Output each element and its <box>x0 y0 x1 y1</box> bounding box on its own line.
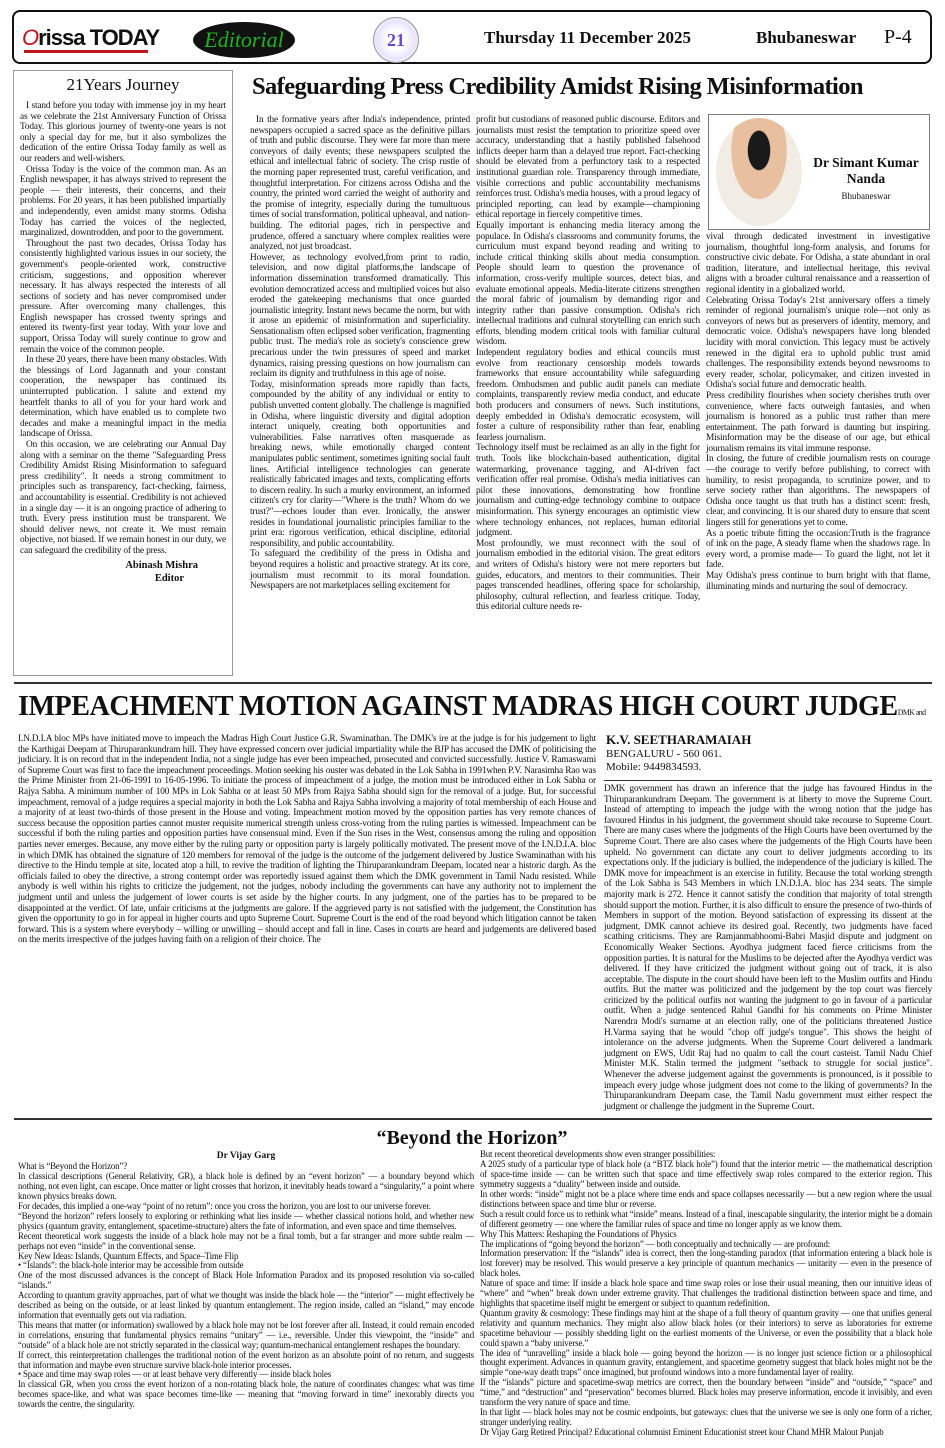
horizon-section <box>13 1126 932 1437</box>
paragraph: In that light — black holes may not be cosmic endpoints, but gateways: clues that the universe we see is only one form of a richer, stranger underlying reality. <box>480 1406 932 1427</box>
paragraph: Why This Matters: Reshaping the Foundations of Physics <box>480 1228 677 1239</box>
editorial-columns <box>250 115 932 613</box>
paragraph: Quantum gravity & cosmology: These findings may hint at the shape of a full theory of quantum gravity — one that unifies general relativity and quantum mechanics. They might also allow black holes (or their interiors) to serve as laboratories for extreme spacetime behaviour — possibly shedding light on the earliest moments of the Universe, or even the possibility that a black hole could spawn a “baby universe.” <box>480 1307 932 1348</box>
horizon-columns <box>18 1150 932 1437</box>
paragraph: But recent theoretical developments show even stranger possibilities: <box>480 1149 716 1160</box>
section-divider <box>14 1118 932 1120</box>
paragraph: Orissa Today is the voice of the common man. As an English newspaper, it has always strived to represent the people — their interests, their concerns, and their problems. For 20 years, it has been published impartially and independently, even amidst many storms. Odisha Today has carried the voices of the neglected, marginalized, downtrodden, and poor to the government. <box>20 164 226 239</box>
paragraph: In other words: “inside” might not be a place where time ends and space collapses necessarily — but a new region where the usual distinctions between space and time blur or reverse. <box>480 1189 932 1209</box>
page-number: P-4 <box>884 26 912 48</box>
impeachment-body-right: DMK government has drawn an inference that the judge has favoured Hindus in the Thiruparankundram Deepam. The government is at liberty to move the Supreme Court. Instead of attempting to impeach the judge with the wrong notion that the judge has favoured Hindus in his judgment, the government should take recourse to Supreme Court. There are many cases where the judgments of the High Courts have been overturned by the Supreme Court. There are also cases where the judgements of the High Courts have been upheld. No government can dictate any court to deliver judgments according to its expectations only. If the judiciary is bullied, the independence of the judiciary is killed. The DMK move for impeachment is an exercise in futility. Because the total working strength of the Lok Sabha is 543 Members in which I.N.D.I.A. bloc has 234 seats. The simple majority mark is 272. Hence it cannot satisfy the condition that majority of total strength should support the motion. Further, it is also difficult to ensure the presence of two-thirds of Members in support of the motion. Beyond satisfaction of expressing its dissent at the judgment, DMK cannot achieve its desired goal. Recently, two judgments have faced scathing criticisms. They are Ramjanmabhoomi-Babri Masjid dispute and judgment on Economically Weaker Sections. Ayodhya judgment faced fierce criticisms from the opposition parties. It is natural for the Muslims to be dejected after the Ayodhya verdict was delivered. If they have criticized the judgment without going out of track, it is also acceptable. The dispute in the court should have been left to the Muslim outfits and Hindu outfits. But the matter was politicized and the judgement by the top court was fiercely criticized by the political outfits not wanting the judgment to go in favour of a particular outfit. When a judge sentenced Rahul Gandhi for his comments on Prime Minister Narendra Modi's surname at an election rally, one of the politicians threatened Justice H.Varma saying that he would "chop off judge's tongue". This shows the height of intolerance on the adverse judgments. When the Supreme Court delivered a landmark judgment on EWS, Udit Raj had no qualm to call the court casteist. Tamil Nadu Chief Minister M.K. Stalin termed the judgment "setback to struggle for social justice". Whenever the adverse judgement against the governments is pronounced, is it possible to impeach every judge whose judgment does not come to the liking of governments? In the Thiruparankundram Deepam case, the Tamil Nadu government must either respect the judgment or challenge the judgment in the Supreme Court. <box>604 784 932 1112</box>
logo-text: rissa TODAY <box>38 25 160 50</box>
impeachment-headline <box>18 690 926 729</box>
letter-author-contact <box>604 748 932 774</box>
impeachment-section <box>13 690 932 1112</box>
author-photo <box>716 118 802 226</box>
paragraph: Such a result could force us to rethink what “inside” means. Instead of a final, inescapable singularity, the interior might be a domain of different geometry — one where the familiar rules of space and time no longer apply as we know them. <box>480 1208 932 1229</box>
paragraph: In classical descriptions (General Relativity, GR), a black hole is defined by an “event horizon” — a boundary beyond which nothing, not even light, can escape. Once matter or light crosses that horizon, it inevitably heads toward a “singularity,” a point where known physics breaks down. <box>18 1171 474 1202</box>
paragraph: Technology itself must be reclaimed as an ally in the fight for truth. Tools like blockchain-based authentication, digital watermarking, provenance tagging, and AI-driven fact verification offer real promise. Odisha's media initiatives can pilot these innovations, demonstrating how frontline journalism and cutting-edge technology combine to outpace misinformation. This synergy encourages an optimistic view where technology enhances, not replaces, human editorial judgment. <box>476 443 700 539</box>
paragraph: The implications of “going beyond the horizon” — both conceptually and technically — are profound: <box>480 1238 831 1249</box>
editor-name: Abinash Mishra <box>125 559 198 571</box>
paragraph: Nature of space and time: If inside a black hole space and time swap roles or lose their usual meaning, then our intuitive ideas of “where” and “when” break down under extreme gravity. That challenges the traditional distinction between space and time, and highlights that spacetime itself might be emergent or subject to quantum redefinition. <box>480 1278 932 1308</box>
paragraph: Celebrating Orissa Today's 21st anniversary offers a timely reminder of regional journalism's unique role—not only as conveyors of news but as preservers of identity, memory, and democratic voice. Odisha's newspapers have long blended lucidity with moral conviction. This legacy must be actively renewed in the digital era to uphold public trust amid challenges. The responsibility extends beyond newsrooms to every reader, scholar, policymaker, and citizen invested in Odisha's social future and democratic health. <box>706 295 930 391</box>
paragraph: Today, misinformation spreads more rapidly than facts, compounded by the ability of any individual or entity to publish unvetted content globally. The challenge is magnified in Odisha, where linguistic diversity and digital adoption interact uniquely, creating both opportunities and vulnerabilities. False narratives often masquerade as breaking news, while emotionally charged content manipulates public sentiment, sometimes igniting social fault lines. Artificial intelligence technologies can generate realistically fabricated images and texts, complicating efforts to discern reality. In such a murky environment, an informed citizen's cry for clarity—"Where is the truth? Whom do we trust?"—echoes louder than ever. Ironically, the answer resides in foundational journalistic principles familiar to the print era: rigorous verification, ethical discipline, editorial responsibility, and public accountability. <box>250 379 470 549</box>
newspaper-logo: Orissa TODAY <box>22 25 160 50</box>
paragraph: To safeguard the credibility of the press in Odisha and beyond requires a holistic and proactive strategy. At its core, journalism must recommit to its moral foundation. Newspapers are not marketplaces selling excitement for <box>250 549 470 592</box>
paragraph: • “Islands”: the black-hole interior may be accessible from outside <box>18 1260 244 1271</box>
logo-underline <box>24 50 148 53</box>
author-name: Dr Simant Kumar Nanda <box>813 155 919 186</box>
paragraph: I stand before you today with immense joy in my heart as we celebrate the 21st Anniversary Function of Orissa Today. This glorious journey of twenty-one years is not only a special day for me, but it also symbolizes the dedication of the entire Orissa Today family as well as our readers and well-wishers. <box>20 101 226 164</box>
paragraph: What is “Beyond the Horizon”? <box>18 1161 128 1172</box>
section-divider <box>14 682 932 684</box>
paragraph: One of the most discussed advances is the concept of Black Hole Information Paradox and its proposed resolution via so-called “islands.” <box>18 1270 474 1291</box>
paragraph: In these 20 years, there have been many obstacles. With the blessings of Lord Jagannath and your constant cooperation, the newspaper has continued its uninterrupted publication. I salute and extend my heartfelt thanks to all of you for your hard work and determination, which have enabled us to complete two decades and make a meaningful impact in the media landscape of Orissa. <box>20 355 226 440</box>
impeachment-columns <box>18 732 932 1112</box>
journey-column <box>13 70 233 676</box>
section-badge: Editorial <box>193 22 295 58</box>
editorial-column-3 <box>706 232 930 592</box>
author-box <box>708 114 930 230</box>
author-city: Bhubaneswar <box>841 191 891 201</box>
paragraph: On this occasion, we are celebrating our Annual Day along with a seminar on the theme "Safeguarding Press Credibility Amidst Rising Misinformation to safeguard press credibility". It needs a strong commitment to principles such as transparency, fact-checking, fairness, and accountability is essential. Credibility is not achieved in a single day — it is an ongoing practice of adhering to truth. Every press institution must be transparent. We should deliver news, not create it. We must remain objective, not biased. If we remain honest in our duty, we can safeguard the credibility of the press. <box>20 440 226 556</box>
paragraph: Press credibility flourishes when society cherishes truth over convenience, where facts outweigh fantasies, and when journalism is honored as a public trust rather than mere entertainment. The path forward is daunting but inspiring. Misinformation may be the disease of our age, but ethical journalism remains its vital immune response. <box>706 390 930 454</box>
paragraph: profit but custodians of reasoned public discourse. Editors and journalists must resist the temptation to prioritize speed over accuracy, understanding that a hastily published falsehood inflicts deeper harm than a delayed true report. Fact-checking should be elevated from a perfunctory task to a respected institutional guardian role. Transparency through immediate, visible corrections and public accountability mechanisms reinforces trust. Odisha's media houses, with a proud legacy of principled reporting, can lead by example—championing ethical reportage in fiercely competitive times. <box>476 115 700 221</box>
paragraph: As a poetic tribute fitting the occasion:Truth is the fragrance of ink on the page, A steady flame when the shadows rage. In every word, a promise made— To guard the light, not let it fade. <box>706 528 930 571</box>
headline-suffix: DMK and <box>897 708 926 717</box>
headline-text: IMPEACHMENT MOTION AGAINST MADRAS HIGH COURT JUDGE <box>18 690 898 722</box>
author-mobile: Mobile: 9449834593. <box>606 761 702 773</box>
horizon-title: “Beyond the Horizon” <box>376 1127 568 1150</box>
edition-city: Bhubaneswar <box>756 28 857 47</box>
paragraph: “Beyond the horizon” refers loosely to exploring or rethinking what lies inside — whether classical notions hold, and whether new physics (quantum gravity, entanglement, spacetime-structure) alters the fate of information, and even space and time themselves. <box>18 1210 474 1231</box>
horizon-column-right <box>480 1150 932 1437</box>
impeachment-body-left: I.N.D.I.A bloc MPs have initiated move to impeach the Madras High Court Justice G.R. Swaminathan. The DMK's ire at the judge is for his judgement to light the Karthigai Deepam at Thiruparankundram hill. They have expressed concern over judicial impartiality while the BJP has accused the DMK of politicising the judiciary. It is on record that in the independent India, not a single judge has ever been impeached, prosecuted and convicted successfully. Justice V. Ramaswami of Supreme Court was first to face the impeachment proceedings. Motion seeking his ouster was debated in the Lok Sabha in 1991when P.V. Narasimha Rao was the Prime Minister from 21-06-1991 to 16-05-1996. To initiate the process of impeachment of a judge, the motion must be introduced either in Lok Sabha or Rajya Sabha. A minimum number of 100 MPs in Lok Sabha or at least 50 MPs from Rajya Sabha should sign for the removal of a judge. But, for successful impeachment, removal of a judge requires a special majority in both the Lok Sabha and Rajya Sabha involving a majority of total membership of each House and a majority of at least two-thirds of those present in the House and voting. Impeachment motion moved by the opposition parties has very remote chances of success because the opposition parties cannot muster requisite numerical strength unless cross-voting from the ruling parties is witnessed. Impeachment can be successful if both the ruling parties and opposition parties have consensual mind. Even if the Sun rises in the West, consensus among the ruling and opposition parties never emerges. Because, any move either by the ruling party or opposition party is largely politically motivated. The present move of the I.N.D.I.A. bloc in which DMK has obtained the signature of 120 members for removal of the judge is the outcome of the judgement delivered by Justice Swaminathan with his directive to the Hindu temple at site, located atop a hill, to revive the tradition of lighting the Thiruparankundram Deepam, located near a historic dargh. As the officials failed to obey the directive, a strong contempt order was reportedly issued against them which the DMK government in Tamil Nadu resisted. While anybody is well within his rights to criticize the judgement, not the judges, nobody including the governments can have any authority not to implement the judgment until and unless the judgement of lower courts is set aside by the higher courts. In any judgment, one of the parties has to be prepared to be disappointed at the verdict. Of late, unfair criticisms at the judgments are galore. If the aggrieved party is not satisfied with the judgement, the Constitution has given the opportunity to go in for appeal in higher courts and upto Supreme Court. Supreme Court is the end of the road beyond which litigation cannot be taken forward. This is a system where everybody – willing or unwilling – should accept and fall in line. Cases in courts are heard and judgements are delivered based on the merits irrespective of the judges having faith on a religion of their choice. The <box>18 734 596 946</box>
divider <box>604 780 932 781</box>
journey-title: 21Years Journey <box>66 75 180 94</box>
paragraph: Throughout the past two decades, Orissa Today has consistently highlighted various issues in our society, the government's people-oriented work, constructive criticism, suggestions, and opposition wherever necessary. It has always respected the interests of all sections of society and has never compromised under pressure. After overcoming many challenges, this English newspaper has crossed twenty springs and entered its twenty-first year today. With your love and support, Orissa Today will surely continue to grow and remain the voice of the common people. <box>20 238 226 355</box>
editorial-area <box>250 70 932 676</box>
editor-signature <box>20 559 226 585</box>
paragraph: Information preservation: If the “islands” idea is correct, then the long-standing paradox (that information entering a black hole is lost forever) may be resolved. This would preserve a key principle of quantum mechanics — unitarity — even in the presence of black holes. <box>480 1248 932 1279</box>
editorial-section <box>13 70 932 676</box>
editorial-column-1 <box>250 115 470 592</box>
paragraph: Independent regulatory bodies and ethical councils must evolve from reactionary censorship models towards frameworks that ensure accountability while safeguarding freedom. Ombudsmen and public audit panels can mediate complaints, transparently review media conduct, and educate both producers and consumers of news. Such institutions, deeply embedded in Odisha's democratic ecosystem, will foster a culture of responsibility rather than fear, enabling fearless journalism. <box>476 348 700 443</box>
paragraph: vival through dedicated investment in investigative journalism, thoughtful long-form analysis, and forums for constructive civic debate. For Odisha, a state abundant in oral tradition, literature, and intellectual heritage, this revival aligns with a broader cultural renaissance and a reassertion of regional identity in a globalized world. <box>706 232 930 295</box>
paragraph: For decades, this implied a one-way “point of no return”: once you cross the horizon, you are lost to our universe forever. <box>18 1201 431 1212</box>
letter-author-name: K.V. SEETHARAMAIAH <box>606 732 752 747</box>
horizon-author: Dr Vijay Garg <box>216 1151 276 1162</box>
paragraph: In classical GR, when you cross the event horizon of a non-rotating black hole, the nature of coordinates changes: what was time becomes space-like, and what was space becomes time-like — meaning that “moving forward in time” inexorably directs you towards the centre, the singularity. <box>18 1379 474 1410</box>
paragraph: Dr Vijay Garg Retired Principal? Educational columnist Eminent Educationist street kour Chand MHR Malout Punjab <box>480 1426 884 1437</box>
anniversary-logo: 21 <box>373 17 419 63</box>
paragraph: In the formative years after India's independence, printed newspapers occupied a sacred space as the definitive pillars of truth and public discourse. They were far more than mere conveyors of daily events; these newspapers sculpted the ethical and intellectual fabric of society. The crisp rustle of the morning paper represented trust, careful verification, and thoughtful interpretation. For citizens across Odisha and the country, the printed word carried the weight of authority and the promise of integrity, especially during the tumultuous times of social transformation, political upheaval, and nation-building. The editorial pages, rich in perspective and prudence, offered a sanctuary where complex realities were analyzed, not just broadcast. <box>250 115 470 253</box>
paragraph: Most profoundly, we must reconnect with the soul of journalism embodied in the editorial vision. The great editors and writers of Odisha's history were not mere reporters but guides, educators, and mentors to their communities. Their pages transcended headlines, offering space for scholarship, philosophy, cultural reflection, and fearless critique. Today, this editorial culture needs re- <box>476 538 700 613</box>
paragraph: Recent theoretical work suggests the inside of a black hole may not be a final tomb, but a far stranger and more subtle realm — perhaps not even “inside” in the conventional sense. <box>18 1230 474 1251</box>
paragraph: However, as technology evolved,from print to radio, television, and now digital platforms,the landscape of information dissemination transformed dramatically. This evolution democratized access and multiplied voices but also eroded the gatekeeping mechanisms that once guarded journalistic integrity. Instant news became the norm, but with it arose an epidemic of misinformation and superficiality. Sensationalism often eclipsed sober verification, fragmenting public trust. The media's role as society's conscience grew precarious under the twin pressures of speed and market dynamics, raising pressing questions on how journalism can reclaim its dignity and truthfulness in this age of noise. <box>250 252 470 380</box>
issue-date: Thursday 11 December 2025 <box>484 28 691 47</box>
paragraph: A 2025 study of a particular type of black hole (a “BTZ black hole”) found that the interior metric — the mathematical description of space-time inside — can be written such that space and time effectively swap roles compared to the exterior region. This symmetry suggests a “duality” between inside and outside. <box>480 1159 932 1190</box>
impeachment-right-column <box>604 732 932 1112</box>
editor-role: Editor <box>154 572 184 584</box>
paragraph: May Odisha's press continue to burn bright with that flame, illuminating minds and nurturing the soul of democracy. <box>706 571 930 592</box>
author-address: BENGALURU - 560 061. <box>606 748 722 760</box>
paragraph: In closing, the future of credible journalism rests on courage—the courage to verify before publishing, to correct with humility, to resist propaganda, to scrutinize power, and to serve society rather than algorithms. The newspapers of Odisha once taught us that truth has a distinct scent: fresh, clear, and convincing. It is our shared duty to ensure that scent lingers still for generations yet to come. <box>706 454 930 529</box>
paragraph: According to quantum gravity approaches, part of what we thought was inside the black hole — the “interior” — might effectively be described as being on the outside, or at least linked by quantum entanglement. The region inside, called an “island,” may encode information that eventually gets out via radiation. <box>18 1290 474 1320</box>
paragraph: Key New Ideas: Islands, Quantum Effects, and Space–Time Flip <box>18 1250 239 1261</box>
editorial-column-3-wrap <box>706 115 930 592</box>
horizon-column-left <box>18 1162 474 1410</box>
journey-body <box>20 101 226 557</box>
paragraph: If correct, this reinterpretation challenges the traditional notion of the event horizon as an absolute point of no return, and suggests that information and maybe even structure survive black-hole interior processes. <box>18 1349 474 1370</box>
paragraph: If the “islands” picture and spacetime-swap metrics are correct, then the boundary between “inside” and “outside,” “space” and “time,” and “destruction” and “preservation” becomes blurred. Black holes may preserve information, encode it invisibly, and even transform the very nature of space and time. <box>480 1377 932 1408</box>
editorial-column-2 <box>476 115 700 613</box>
editorial-headline: Safeguarding Press Credibility Amidst Rising Misinformation <box>252 73 863 100</box>
paragraph: The idea of “unravelling” inside a black hole — going beyond the horizon — is no longer just science fiction or a philosophical thought experiment. Advances in quantum gravity, entanglement, and spacetime geometry suggest that black holes might not be the simple “one-way death traps” once imagined, but profound windows into a more fundamental layer of reality. <box>480 1347 932 1378</box>
paragraph: This means that matter (or information) swallowed by a black hole may not be lost forever after all. Instead, it could remain encoded in correlations, ensuring that fundamental physics remains “unitary” — i.e., reversible. Under this viewpoint, the “inside” and “outside” of a black hole are not strictly separated in the classical way; quantum-mechanical entanglement reshapes the boundary. <box>18 1319 474 1350</box>
paragraph: • Space and time may swap roles — or at least behave very differently — inside black holes <box>18 1369 332 1380</box>
horizon-left-wrap <box>18 1150 474 1410</box>
paragraph: Equally important is enhancing media literacy among the populace. In Odisha's classrooms and community forums, the curriculum must expand beyond reading and writing to include critical thinking skills about media consumption. People should learn to question the provenance of information, cross-verify multiple sources, detect bias, and evaluate emotional appeals. Media-literate citizens strengthen the moral fabric of journalism by demanding rigor and integrity rather than passive consumption. Odisha's rich intellectual traditions and cultural storytelling can enrich such efforts, blending modern critical tools with familiar cultural wisdom. <box>476 220 700 348</box>
